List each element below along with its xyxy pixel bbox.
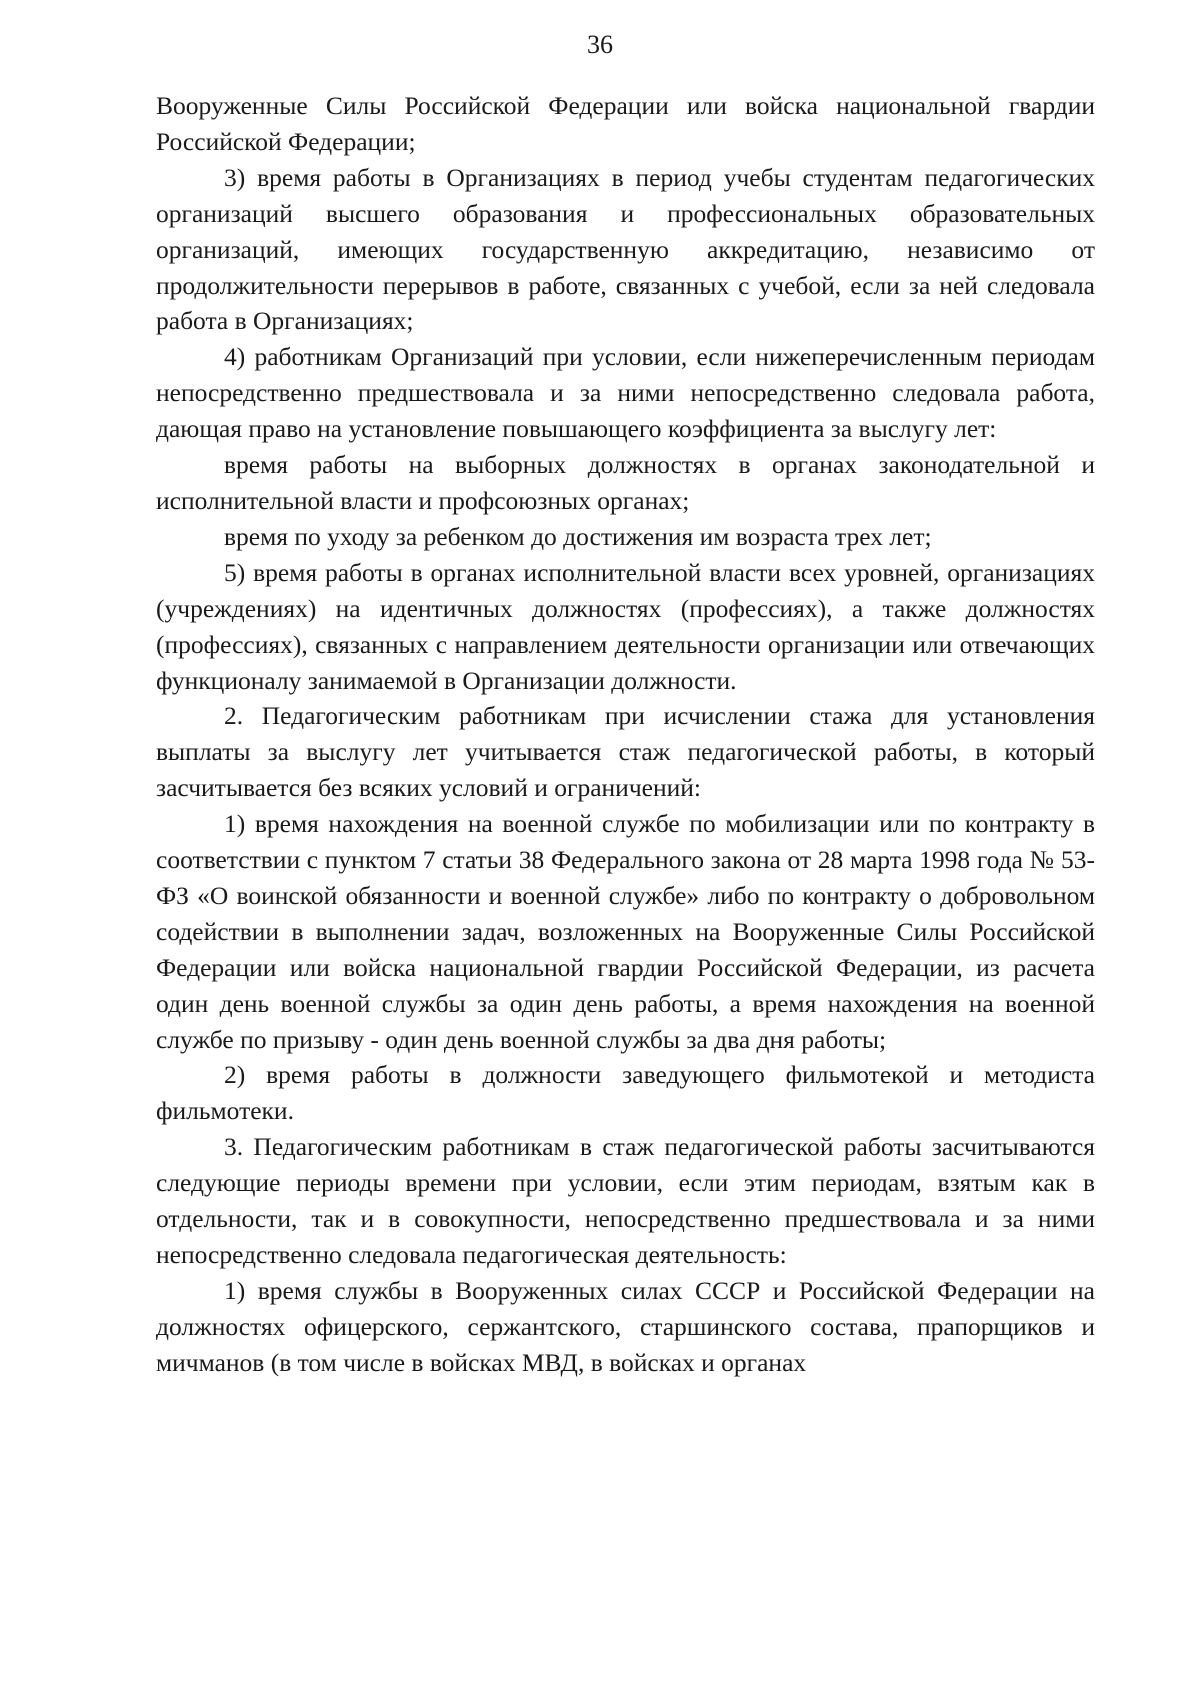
paragraph: 1) время службы в Вооруженных силах СССР и Российской Федерации на должностях офицерского, сержантского, старшинского состава, прапорщиков и мичманов (в том числе в войсках МВД, в войсках и органах bbox=[156, 1275, 1095, 1377]
paragraph: 3) время работы в Организациях в период учебы студентам педагогических организаций высшего образования и профессиональных образовательных организаций, имеющих государственную аккредитацию, независимо от продолжительности перерывов в работе, связанных с учебой, если за ней следовала работа в Организациях; bbox=[156, 162, 1095, 336]
paragraph: 2. Педагогическим работникам при исчислении стажа для установления выплаты за выслугу лет учитывается стаж педагогической работы, в который засчитывается без всяких условий и ограничений: bbox=[156, 701, 1095, 803]
paragraph: 5) время работы в органах исполнительной власти всех уровней, организациях (учреждениях) на идентичных должностях (профессиях), а также должностях (профессиях), связанных с направлением деятельности организации или отвечающих функционалу занимаемой в Организации должности. bbox=[156, 557, 1095, 695]
page-number: 36 bbox=[587, 30, 613, 59]
paragraph: Вооруженные Силы Российской Федерации или войска национальной гвардии Российской Федерации; bbox=[156, 91, 1095, 156]
paragraph: время работы на выборных должностях в органах законодательной и исполнительной власти и профсоюзных органах; bbox=[156, 450, 1095, 515]
document-body bbox=[156, 88, 1095, 1381]
paragraph: 3. Педагогическим работникам в стаж педагогической работы засчитываются следующие периоды времени при условии, если этим периодам, взятым как в отдельности, так и в совокупности, непосредственно предшествовала и за ними непосредственно следовала педагогическая деятельность: bbox=[156, 1132, 1095, 1269]
paragraph: 4) работникам Организаций при условии, если нижеперечисленным периодам непосредственно предшествовала и за ними непосредственно следовала работа, дающая право на установление повышающего коэффициента за выслугу лет: bbox=[156, 342, 1095, 444]
paragraph: 2) время работы в должности заведующего фильмотекой и методиста фильмотеки. bbox=[156, 1060, 1095, 1126]
paragraph: 1) время нахождения на военной службе по мобилизации или по контракту в соответствии с пунктом 7 статьи 38 Федерального закона от 28 марта 1998 года № 53-ФЗ «О воинской обязанности и военной службе» либо по контракту о добровольном содействии в выполнении задач, возложенных на Вооруженные Силы Российской Федерации или войска национальной гвардии Российской Федерации, из расчета один день военной службы за один день работы, а время нахождения на военной службе по призыву - один день военной службы за два дня работы; bbox=[156, 809, 1095, 1054]
paragraph: время по уходу за ребенком до достижения им возраста трех лет; bbox=[224, 521, 932, 551]
